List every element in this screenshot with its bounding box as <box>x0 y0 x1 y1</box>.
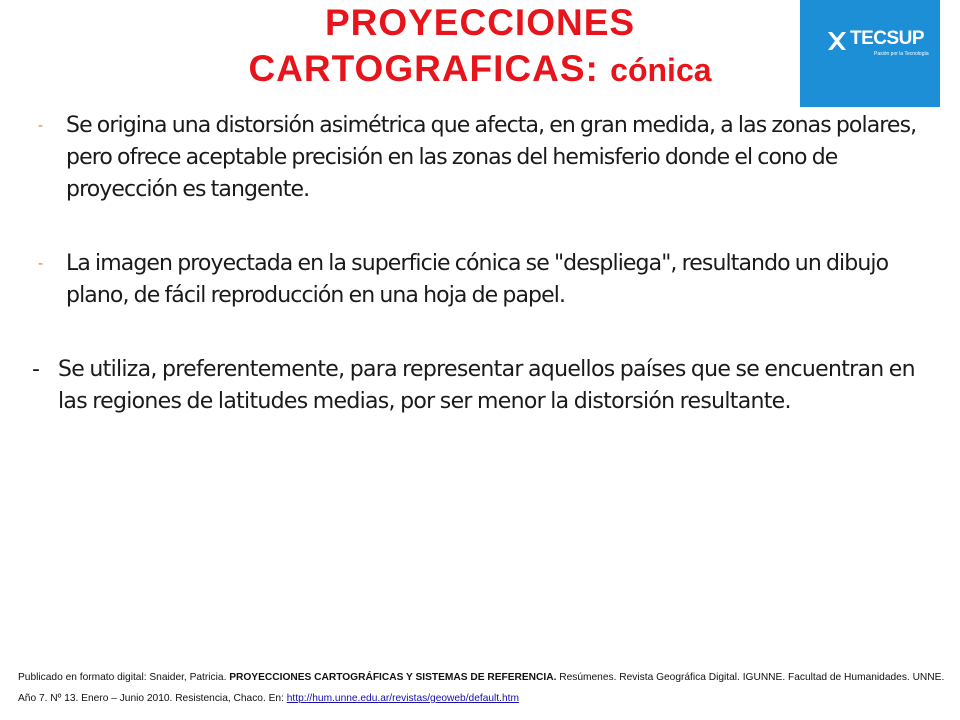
citation-link[interactable]: http://hum.unne.edu.ar/revistas/geoweb/default.htm <box>286 693 519 704</box>
citation-title: PROYECCIONES CARTOGRÁFICAS Y SISTEMAS DE REFERENCIA. <box>229 672 557 683</box>
bullet-dash: - <box>38 118 43 134</box>
bullet-item <box>32 354 918 418</box>
citation-footer <box>18 667 948 709</box>
citation-post: Resúmenes. Revista Geográfica Digital. IGUNNE. Facultad de Humanidades. UNNE. Año 7. Nº 13. Enero – Junio 2010. Resistencia, Chaco. En: <box>18 672 945 704</box>
bullet-item <box>38 110 918 206</box>
bullet-text: Se utiliza, preferentemente, para representar aquellos países que se encuentran en las regiones de latitudes medias, por ser menor la distorsión resultante. <box>58 357 915 414</box>
citation-pre: Publicado en formato digital: Snaider, Patricia. <box>18 672 230 683</box>
title-line-1: PROYECCIONES <box>324 2 636 43</box>
bullet-text: La imagen proyectada en la superficie cónica se "despliega", resultando un dibujo plano, de fácil reproducción en una hoja de papel. <box>66 251 889 308</box>
title-main: CARTOGRAFICAS: <box>248 48 611 89</box>
bullet-dash: - <box>38 256 43 272</box>
title-subtitle: cónica <box>610 52 712 88</box>
slide-title <box>150 0 810 93</box>
logo-name: TECSUP <box>850 28 925 49</box>
bullet-item <box>38 248 918 312</box>
bullet-text: Se origina una distorsión asimétrica que afecta, en gran medida, a las zonas polares, pero ofrece aceptable precisión en las zonas del hemisferio donde el cono de proyección es tangente. <box>66 113 917 202</box>
title-line-2 <box>150 46 810 93</box>
logo-tagline: Pasión por la Tecnología <box>874 51 929 57</box>
tecsup-logo <box>800 0 940 107</box>
slide-body <box>32 110 918 418</box>
tecsup-mark-icon <box>826 30 848 52</box>
bullet-dash: - <box>32 357 40 382</box>
